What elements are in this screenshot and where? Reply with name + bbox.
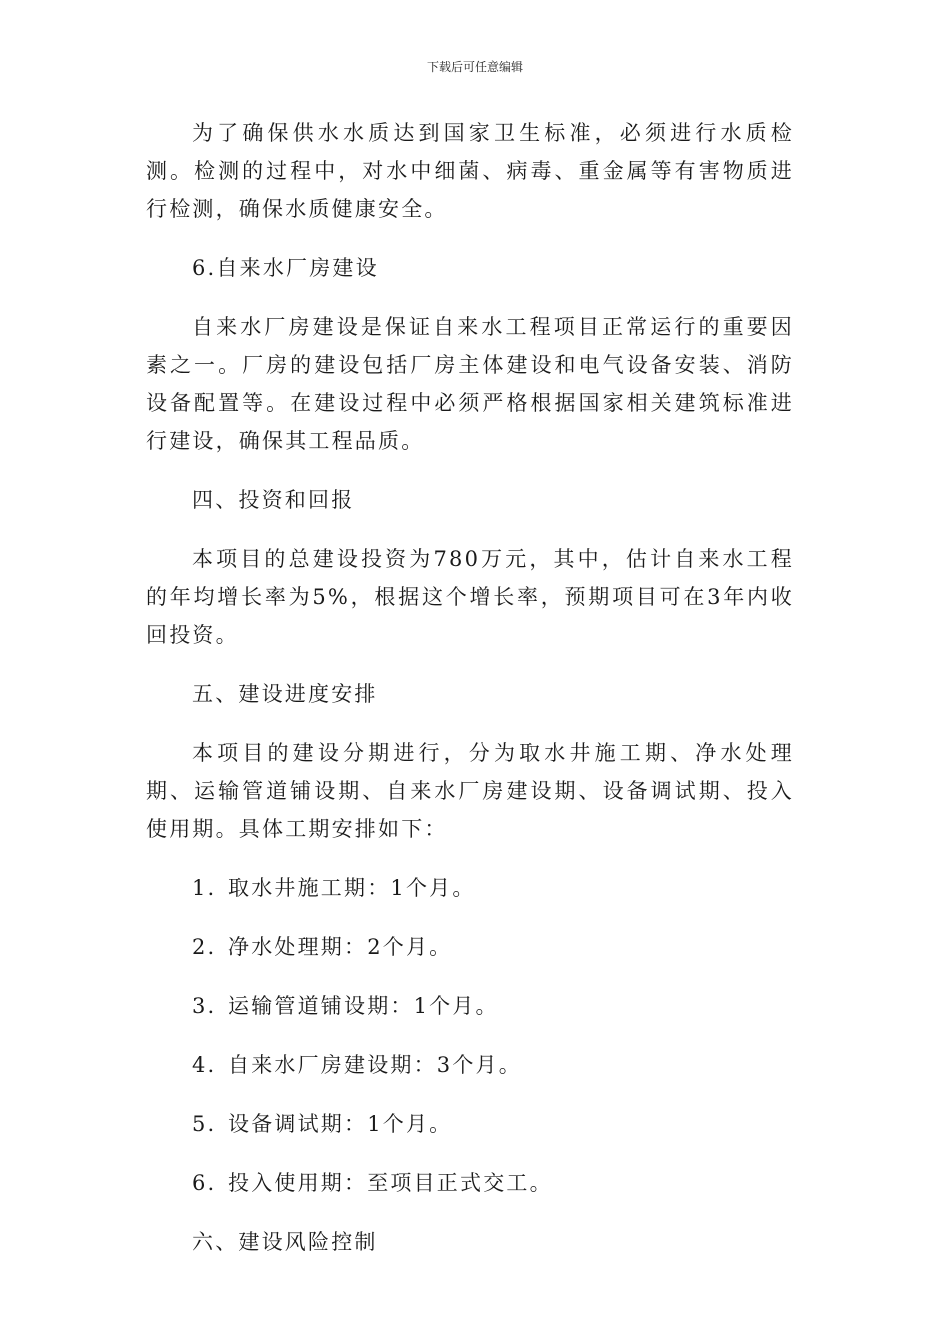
list-text: 取水井施工期：1个月。 [228,876,476,900]
list-text: 自来水厂房建设期：3个月。 [228,1053,522,1077]
heading-plant-construction: 6.自来水厂房建设 [192,256,379,280]
list-number: 3. [192,994,217,1018]
list-number: 1. [192,876,217,900]
list-number: 6. [192,1171,217,1195]
paragraph-water-quality: 为了确保供水水质达到国家卫生标准，必须进行水质检测。检测的过程中，对水中细菌、病毒、重金属等有害物质进行检测，确保水质健康安全。 [146,121,794,221]
paragraph-investment: 本项目的总建设投资为780万元，其中，估计自来水工程的年均增长率为5%，根据这个增长率，预期项目可在3年内收回投资。 [146,547,794,647]
heading-schedule: 五、建设进度安排 [192,682,378,706]
paragraph-plant-construction: 自来水厂房建设是保证自来水工程项目正常运行的重要因素之一。厂房的建设包括厂房主体建设和电气设备安装、消防设备配置等。在建设过程中必须严格根据国家相关建筑标准进行建设，确保其工程品质。 [146,315,794,453]
list-text: 净水处理期：2个月。 [228,935,453,959]
list-number: 4. [192,1053,217,1077]
list-item [146,1046,794,1084]
list-text: 投入使用期：至项目正式交工。 [228,1171,553,1195]
list-item [146,869,794,907]
list-number: 2. [192,935,217,959]
heading-risk-control: 六、建设风险控制 [192,1230,378,1254]
paragraph-schedule: 本项目的建设分期进行，分为取水井施工期、净水处理期、运输管道铺设期、自来水厂房建设期、设备调试期、投入使用期。具体工期安排如下： [146,741,794,841]
list-text: 设备调试期：1个月。 [228,1112,453,1136]
list-number: 5. [192,1112,217,1136]
page-header: 下载后可任意编辑 [426,60,523,74]
list-text: 运输管道铺设期：1个月。 [228,994,499,1018]
list-item [146,1164,794,1202]
list-item [146,1105,794,1143]
heading-investment: 四、投资和回报 [192,488,355,512]
list-item [146,987,794,1025]
document-body [146,114,794,1282]
list-item [146,928,794,966]
